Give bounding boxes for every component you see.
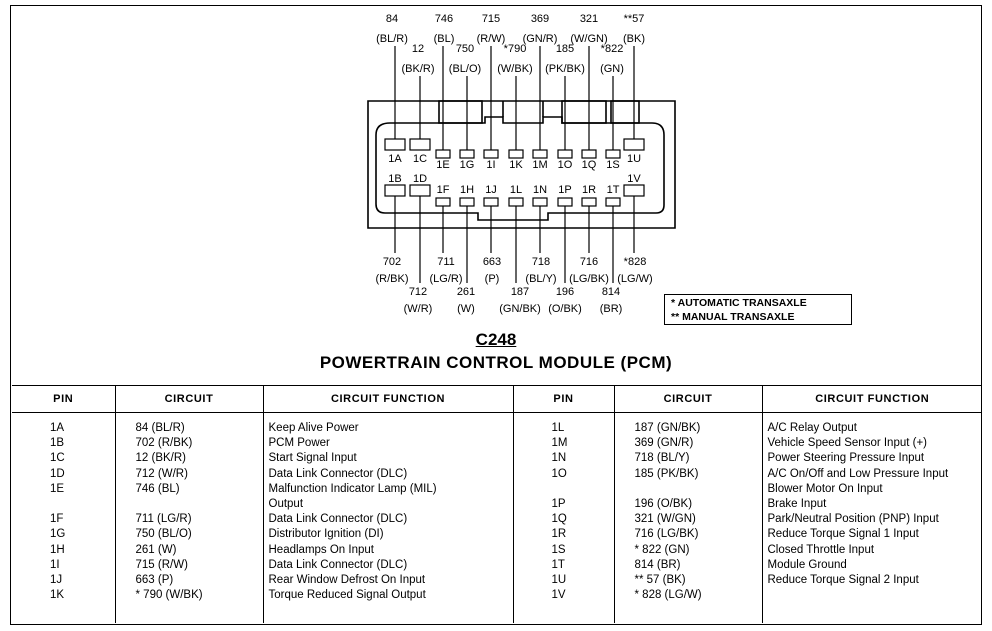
wire-color: (LG/R) bbox=[429, 273, 463, 285]
table-row bbox=[12, 482, 982, 497]
pin-cavity bbox=[410, 185, 430, 196]
pin-cell: 1E bbox=[50, 482, 65, 495]
wire-color: (W/GN) bbox=[570, 33, 608, 45]
pin-cavity bbox=[385, 139, 405, 150]
circuit-cell: 712 (W/R) bbox=[115, 467, 263, 482]
function-cell bbox=[762, 588, 982, 603]
circuit-cell: * 790 (W/BK) bbox=[115, 588, 263, 603]
wire-color: (R/W) bbox=[476, 33, 506, 45]
pin-label: 1M bbox=[532, 159, 548, 171]
table-row bbox=[12, 497, 982, 512]
pin-cavity bbox=[582, 198, 596, 206]
pin-cavity bbox=[410, 139, 430, 150]
pin-cell: 1O bbox=[513, 467, 614, 482]
pin-cell: 1N bbox=[513, 451, 614, 466]
wire-color: (BL/Y) bbox=[525, 273, 557, 285]
connector-id: C248 bbox=[475, 330, 517, 349]
pin-label: 1G bbox=[459, 159, 475, 171]
pin-cavity bbox=[606, 150, 620, 158]
pin-cavity bbox=[484, 150, 498, 158]
table-row bbox=[12, 436, 982, 451]
function-cell: Park/Neutral Position (PNP) Input bbox=[762, 512, 982, 527]
pin-cell: 1P bbox=[513, 497, 614, 512]
circuit-cell: 663 (P) bbox=[115, 573, 263, 588]
circuit-cell: 750 (BL/O) bbox=[115, 527, 263, 542]
pin-label: 1E bbox=[436, 159, 450, 171]
circuit-cell: 12 (BK/R) bbox=[115, 451, 263, 466]
wire-color: (O/BK) bbox=[548, 303, 582, 315]
wire-color: (LG/W) bbox=[617, 273, 653, 285]
pin-cell: 1K bbox=[50, 589, 65, 602]
pin-cell: 1A bbox=[50, 422, 65, 434]
pin-label: 1V bbox=[627, 173, 641, 185]
function-cell: Reduce Torque Signal 2 Input bbox=[762, 573, 982, 588]
function-cell: Output bbox=[263, 497, 513, 512]
function-cell: Rear Window Defrost On Input bbox=[263, 573, 513, 588]
function-cell: Keep Alive Power bbox=[263, 421, 513, 436]
pin-label: 1A bbox=[388, 153, 402, 165]
pin-label: 1H bbox=[459, 184, 475, 196]
wire-number: *828 bbox=[623, 256, 647, 268]
circuit-cell: 321 (W/GN) bbox=[614, 512, 762, 527]
wire-color: (GN/BK) bbox=[499, 303, 541, 315]
pin-cavity bbox=[509, 198, 523, 206]
wire-color: (PK/BK) bbox=[545, 63, 585, 75]
pin-label: 1B bbox=[388, 173, 402, 185]
pin-cell: 1B bbox=[50, 437, 65, 450]
pin-label: 1N bbox=[532, 184, 548, 196]
column-header: CIRCUIT bbox=[614, 386, 762, 413]
pin-cell: 1J bbox=[50, 574, 63, 587]
wire-color: (W/BK) bbox=[497, 63, 533, 75]
wire-number: 185 bbox=[555, 43, 575, 55]
pin-cavity bbox=[484, 198, 498, 206]
pin-cell: 1C bbox=[50, 452, 65, 465]
function-cell: Module Ground bbox=[762, 558, 982, 573]
circuit-cell: 718 (BL/Y) bbox=[614, 451, 762, 466]
wire-number: 84 bbox=[385, 13, 399, 25]
pin-cavity bbox=[460, 198, 474, 206]
circuit-cell: 746 (BL) bbox=[115, 482, 263, 497]
function-cell: Blower Motor On Input bbox=[762, 482, 982, 497]
wire-number: 261 bbox=[456, 286, 476, 298]
wire-color: (BR) bbox=[599, 303, 623, 315]
circuit-cell: 261 (W) bbox=[115, 543, 263, 558]
pin-label: 1Q bbox=[581, 159, 597, 171]
table-row bbox=[12, 527, 982, 542]
pin-cell: 1S bbox=[513, 543, 614, 558]
pin-cavity bbox=[460, 150, 474, 158]
pin-label: 1F bbox=[436, 184, 450, 196]
pin-label: 1S bbox=[606, 159, 620, 171]
pin-cavity bbox=[624, 139, 644, 150]
function-cell: Data Link Connector (DLC) bbox=[263, 467, 513, 482]
wire-number: **57 bbox=[623, 13, 645, 25]
wire-number: 663 bbox=[482, 256, 502, 268]
column-header: CIRCUIT FUNCTION bbox=[762, 386, 982, 413]
function-cell: Vehicle Speed Sensor Input (+) bbox=[762, 436, 982, 451]
function-cell: Malfunction Indicator Lamp (MIL) bbox=[263, 482, 513, 497]
circuit-cell bbox=[115, 497, 263, 512]
pin-cell bbox=[12, 497, 115, 512]
circuit-cell: 702 (R/BK) bbox=[115, 436, 263, 451]
wire-number: *790 bbox=[503, 43, 527, 55]
table-row bbox=[12, 451, 982, 466]
pin-cell: 1L bbox=[513, 421, 614, 436]
pin-cavity bbox=[509, 150, 523, 158]
table-row bbox=[12, 421, 982, 436]
wire-number: 187 bbox=[510, 286, 530, 298]
pin-cavity bbox=[558, 150, 572, 158]
table-row bbox=[12, 467, 982, 482]
pin-cavity bbox=[624, 185, 644, 196]
pin-label: 1I bbox=[486, 159, 496, 171]
wire-color: (BL) bbox=[433, 33, 455, 45]
column-header: CIRCUIT FUNCTION bbox=[263, 386, 513, 413]
wire-color: (W) bbox=[457, 303, 475, 315]
wire-number: 746 bbox=[434, 13, 454, 25]
pin-label: 1P bbox=[558, 184, 572, 196]
table-row bbox=[12, 512, 982, 527]
table-row bbox=[12, 573, 982, 588]
pin-table bbox=[12, 385, 982, 623]
pin-cell: 1Q bbox=[513, 512, 614, 527]
circuit-cell: 711 (LG/R) bbox=[115, 512, 263, 527]
wire-color: (BK) bbox=[623, 33, 645, 45]
function-cell: Distributor Ignition (DI) bbox=[263, 527, 513, 542]
pin-cell: 1U bbox=[513, 573, 614, 588]
pin-label: 1O bbox=[557, 159, 573, 171]
pin-cell: 1R bbox=[513, 527, 614, 542]
wire-number: *822 bbox=[600, 43, 624, 55]
pin-label: 1R bbox=[581, 184, 597, 196]
column-header: CIRCUIT bbox=[115, 386, 263, 413]
wire-number: 12 bbox=[411, 43, 425, 55]
pin-cavity bbox=[558, 198, 572, 206]
pin-label: 1L bbox=[509, 184, 523, 196]
wire-color: (LG/BK) bbox=[569, 273, 609, 285]
pin-cell: 1H bbox=[50, 543, 65, 556]
pin-cell: 1F bbox=[50, 513, 64, 526]
wire-number: 711 bbox=[437, 256, 455, 268]
wire-number: 715 bbox=[481, 13, 501, 25]
legend-manual: ** MANUAL TRANSAXLE bbox=[671, 311, 795, 323]
wire-color: (R/BK) bbox=[375, 273, 409, 285]
pin-label: 1C bbox=[412, 153, 428, 165]
wire-number: 196 bbox=[555, 286, 575, 298]
pin-cavity bbox=[606, 198, 620, 206]
circuit-cell: * 828 (LG/W) bbox=[614, 588, 762, 603]
table-header bbox=[12, 386, 982, 413]
function-cell: A/C On/Off and Low Pressure Input bbox=[762, 467, 982, 482]
wire-number: 702 bbox=[382, 256, 402, 268]
function-cell: Closed Throttle Input bbox=[762, 543, 982, 558]
circuit-cell: 84 (BL/R) bbox=[115, 421, 263, 436]
circuit-cell: 715 (R/W) bbox=[115, 558, 263, 573]
function-cell: PCM Power bbox=[263, 436, 513, 451]
wire-color: (GN/R) bbox=[522, 33, 558, 45]
wire-number: 369 bbox=[530, 13, 550, 25]
connector-title: POWERTRAIN CONTROL MODULE (PCM) bbox=[319, 353, 673, 372]
pin-label: 1J bbox=[485, 184, 497, 196]
pin-cavity bbox=[385, 185, 405, 196]
pin-label: 1D bbox=[412, 173, 428, 185]
pin-label: 1K bbox=[509, 159, 523, 171]
pin-cavity bbox=[436, 198, 450, 206]
function-cell: Torque Reduced Signal Output bbox=[263, 588, 513, 603]
function-cell: Reduce Torque Signal 1 Input bbox=[762, 527, 982, 542]
function-cell: A/C Relay Output bbox=[762, 421, 982, 436]
wire-number: 814 bbox=[601, 286, 621, 298]
legend-automatic: * AUTOMATIC TRANSAXLE bbox=[671, 297, 807, 309]
wire-color: (BL/O) bbox=[448, 63, 482, 75]
pin-cell bbox=[513, 482, 614, 497]
function-cell: Data Link Connector (DLC) bbox=[263, 512, 513, 527]
wire-color: (W/R) bbox=[403, 303, 433, 315]
function-cell: Power Steering Pressure Input bbox=[762, 451, 982, 466]
circuit-cell: 196 (O/BK) bbox=[614, 497, 762, 512]
pin-cavity bbox=[582, 150, 596, 158]
pin-cell: 1T bbox=[513, 558, 614, 573]
circuit-cell: 814 (BR) bbox=[614, 558, 762, 573]
circuit-cell: 369 (GN/R) bbox=[614, 436, 762, 451]
table-row bbox=[12, 543, 982, 558]
wire-number: 321 bbox=[579, 13, 599, 25]
wire-number: 716 bbox=[579, 256, 599, 268]
wire-color: (BL/R) bbox=[376, 33, 408, 45]
pin-cell: 1V bbox=[513, 588, 614, 603]
circuit-cell: 187 (GN/BK) bbox=[614, 421, 762, 436]
pin-cell: 1G bbox=[50, 528, 66, 541]
column-header: PIN bbox=[12, 386, 115, 413]
pin-cell: 1D bbox=[50, 467, 65, 480]
table-row bbox=[12, 588, 982, 603]
wire-color: (P) bbox=[484, 273, 500, 285]
circuit-cell bbox=[614, 482, 762, 497]
circuit-cell: 185 (PK/BK) bbox=[614, 467, 762, 482]
table-row bbox=[12, 558, 982, 573]
legend-box bbox=[664, 294, 852, 325]
wire-color: (GN) bbox=[600, 63, 624, 75]
column-header: PIN bbox=[513, 386, 614, 413]
function-cell: Brake Input bbox=[762, 497, 982, 512]
wire-number: 750 bbox=[455, 43, 475, 55]
pin-cavity bbox=[533, 150, 547, 158]
pin-cell: 1I bbox=[50, 558, 60, 571]
circuit-cell: ** 57 (BK) bbox=[614, 573, 762, 588]
wire-number: 718 bbox=[531, 256, 551, 268]
pin-cavity bbox=[533, 198, 547, 206]
circuit-cell: 716 (LG/BK) bbox=[614, 527, 762, 542]
pin-label: 1T bbox=[606, 184, 620, 196]
wire-number: 712 bbox=[408, 286, 428, 298]
pin-cavity bbox=[436, 150, 450, 158]
pin-label: 1U bbox=[626, 153, 642, 165]
wire-color: (BK/R) bbox=[401, 63, 435, 75]
function-cell: Headlamps On Input bbox=[263, 543, 513, 558]
circuit-cell: * 822 (GN) bbox=[614, 543, 762, 558]
function-cell: Data Link Connector (DLC) bbox=[263, 558, 513, 573]
function-cell: Start Signal Input bbox=[263, 451, 513, 466]
pin-cell: 1M bbox=[513, 436, 614, 451]
